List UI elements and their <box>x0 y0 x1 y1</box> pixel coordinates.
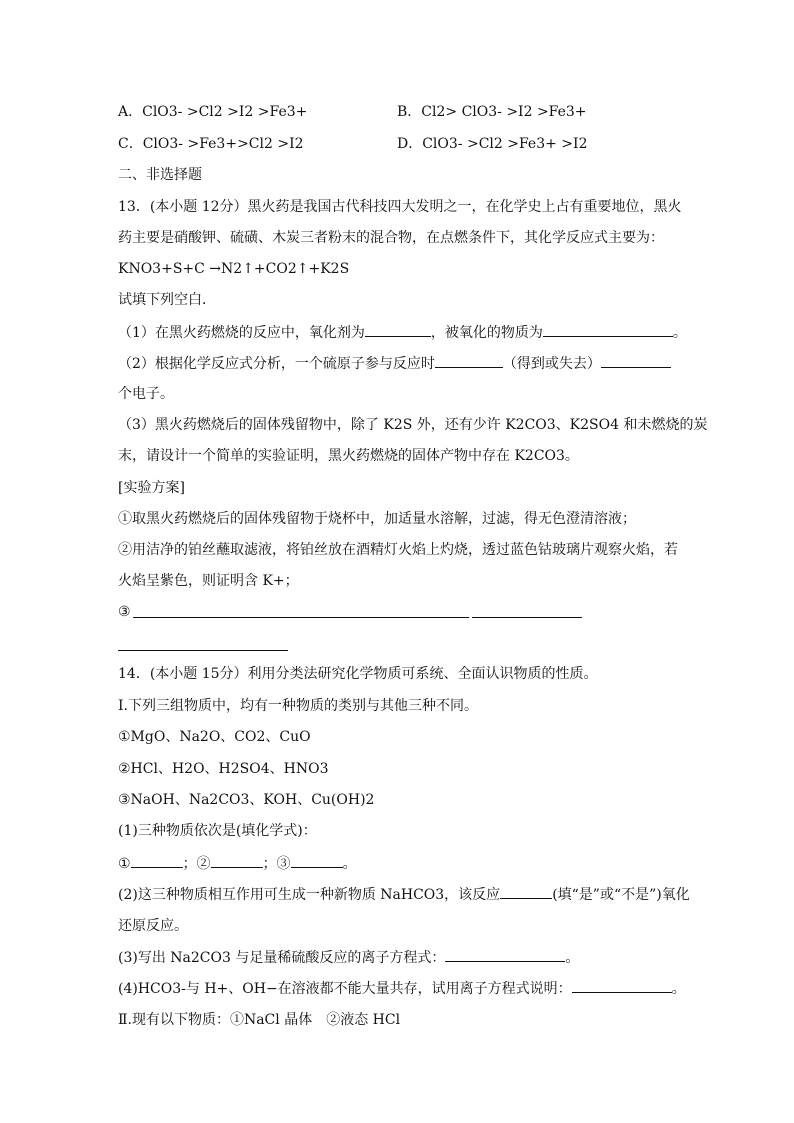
answer-label-1: ① <box>118 856 131 872</box>
option-d[interactable]: D．ClO3- >Cl2 >Fe3+ >I2 <box>397 136 588 152</box>
q14-q2-end: 还原反应。 <box>118 918 188 934</box>
q13-part2-end: 个电子。 <box>118 386 174 402</box>
plan-step3-blank-c[interactable] <box>118 650 288 651</box>
q14-q1-answers <box>118 853 357 874</box>
q14-q3-text: (3)写出 Na2CO3 与足量稀硫酸反应的离子方程式： <box>118 950 446 966</box>
q14-q3 <box>118 947 579 968</box>
q14-q3-end: 。 <box>565 950 580 966</box>
ionic-equation-blank[interactable] <box>445 947 565 962</box>
plan-step2-line2: 火焰呈紫色，则证明含 K+； <box>118 573 299 589</box>
option-b[interactable]: B．Cl2> ClO3- >I2 >Fe3+ <box>397 104 587 120</box>
q13-fill-prompt: 试填下列空白． <box>118 292 216 308</box>
q14-q4-end: 。 <box>671 981 686 997</box>
q13-part2-text-b: （得到或失去） <box>502 356 601 372</box>
q14-part2: Ⅱ.现有以下物质：①NaCl 晶体 ②液态 HCl <box>118 1012 401 1028</box>
answer-blank-2[interactable] <box>211 853 263 868</box>
section-title: 二、非选择题 <box>118 167 202 183</box>
q14-q1: (1)三种物质依次是(填化学式)： <box>118 823 317 839</box>
q14-group3: ③NaOH、Na2CO3、KOH、Cu(OH)2 <box>118 792 375 808</box>
q13-part1 <box>118 322 687 343</box>
plan-step3-label: ③ <box>118 604 131 620</box>
q13-part1-text-c: 。 <box>672 325 687 341</box>
q14-group2: ②HCl、H2O、H2SO4、HNO3 <box>118 761 329 777</box>
plan-step3-blank-b[interactable] <box>472 617 582 618</box>
redox-yes-no-blank[interactable] <box>500 884 552 899</box>
oxidized-substance-blank[interactable] <box>543 322 673 337</box>
plan-step1: ①取黑火药燃烧后的固体残留物于烧杯中，加适量水溶解，过滤，得无色澄清溶液； <box>118 511 636 527</box>
electron-count-blank[interactable] <box>601 353 671 368</box>
q13-part3-line1: （3）黑火药燃烧后的固体残留物中，除了 K2S 外，还有少许 K2CO3、K2SO4 和未燃烧的炭 <box>118 417 708 433</box>
oxidant-blank[interactable] <box>365 322 431 337</box>
answer-label-2: ；② <box>182 856 211 872</box>
answer-label-3: ；③ <box>262 856 291 872</box>
q14-part1-title: Ⅰ.下列三组物质中，均有一种物质的类别与其他三种不同。 <box>118 698 478 714</box>
q13-part2 <box>118 353 671 374</box>
q13-part1-text-a: （1）在黑火药燃烧的反应中，氧化剂为 <box>118 325 365 341</box>
q13-equation: KNO3+S+C →N2↑+CO2↑+K2S <box>118 261 350 277</box>
gain-or-lose-blank[interactable] <box>435 353 503 368</box>
plan-title: [实验方案] <box>118 480 185 496</box>
plan-step2-line1: ②用洁净的铂丝蘸取滤液，将铂丝放在酒精灯火焰上灼烧，透过蓝色钴玻璃片观察火焰，若 <box>118 542 678 558</box>
answer-blank-3[interactable] <box>291 853 343 868</box>
q14-intro: 14．(本小题 15分）利用分类法研究化学物质可系统、全面认识物质的性质。 <box>118 666 598 682</box>
q14-q2 <box>118 884 690 905</box>
answer-label-end: 。 <box>342 856 357 872</box>
q14-group1: ①MgO、Na2O、CO2、CuO <box>118 729 311 745</box>
plan-step3-blank-a[interactable] <box>133 617 469 618</box>
hco3-equation-blank[interactable] <box>572 978 672 993</box>
option-c[interactable]: C．ClO3- >Fe3+>Cl2 >I2 <box>118 136 304 152</box>
q13-intro-line2: 药主要是硝酸钾、硫磺、木炭三者粉末的混合物，在点燃条件下，其化学反应式主要为： <box>118 230 664 246</box>
q14-q2-text-a: (2)这三种物质相互作用可生成一种新物质 NaHCO3，该反应 <box>118 887 501 903</box>
q13-intro-line1: 13．(本小题 12分）黑火药是我国古代科技四大发明之一，在化学史上占有重要地位，黑火 <box>118 199 682 215</box>
answer-blank-1[interactable] <box>131 853 183 868</box>
plan-step3 <box>118 602 131 622</box>
q13-part2-text-a: （2）根据化学反应式分析，一个硫原子参与反应时 <box>118 356 435 372</box>
q14-q4-text: (4)HCO3-与 H+、OH−在溶液都不能大量共存，试用离子方程式说明： <box>118 981 572 997</box>
q14-q2-text-b: (填“是”或“不是”)氧化 <box>552 887 690 903</box>
q13-part3-line2: 末，请设计一个简单的实验证明，黑火药燃烧的固体产物中存在 K2CO3。 <box>118 448 579 464</box>
option-a[interactable]: A．ClO3- >Cl2 >I2 >Fe3+ <box>118 104 308 120</box>
q13-part1-text-b: ，被氧化的物质为 <box>430 325 543 341</box>
q14-q4 <box>118 978 686 999</box>
